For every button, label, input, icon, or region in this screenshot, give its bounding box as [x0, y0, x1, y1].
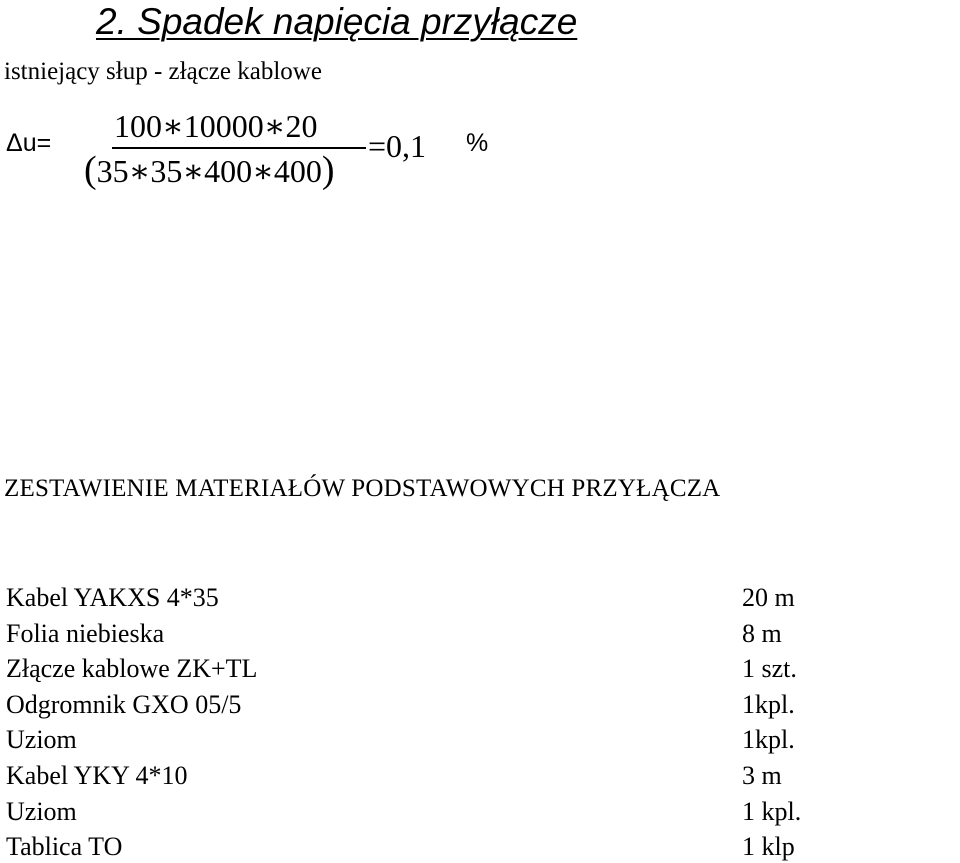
list-item [6, 722, 956, 758]
materials-list [6, 580, 956, 863]
subtitle: istniejący słup - złącze kablowe [4, 58, 322, 85]
list-item [6, 616, 956, 652]
formula-unit: % [466, 129, 489, 157]
material-quantity: 1 klp [742, 832, 795, 862]
list-item [6, 758, 956, 794]
formula-label: Δu= [6, 129, 52, 157]
material-quantity: 8 m [742, 618, 782, 648]
formula-paren-close: ) [321, 149, 335, 191]
list-item [6, 651, 956, 687]
list-item [6, 829, 956, 863]
material-name: Tablica TO [6, 832, 123, 862]
page-heading: 2. Spadek napięcia przyłącze [96, 1, 578, 42]
section-title: ZESTAWIENIE MATERIAŁÓW PODSTAWOWYCH PRZYŁĄCZA [4, 475, 721, 502]
material-name: Odgromnik GXO 05/5 [6, 689, 242, 719]
material-quantity: 1kpl. [742, 689, 795, 719]
material-quantity: 1kpl. [742, 725, 795, 755]
material-name: Złącze kablowe ZK+TL [6, 654, 258, 684]
formula-denominator: 35∗35∗400∗400 [96, 153, 322, 189]
material-quantity: 1 kpl. [742, 796, 802, 826]
list-item [6, 580, 956, 616]
formula-numerator: 100∗10000∗20 [114, 108, 318, 144]
material-name: Folia niebieska [6, 618, 165, 648]
material-name: Uziom [6, 725, 77, 755]
material-quantity: 3 m [742, 760, 782, 790]
material-name: Kabel YAKXS 4*35 [6, 583, 219, 612]
material-name: Uziom [6, 796, 77, 826]
material-quantity: 1 szt. [742, 654, 797, 684]
material-name: Kabel YKY 4*10 [6, 760, 188, 790]
formula-paren-open: ( [84, 149, 97, 191]
formula-denominator-group [84, 149, 335, 191]
list-item [6, 794, 956, 830]
formula-result: =0,1 [368, 128, 427, 164]
material-quantity: 20 m [742, 583, 795, 612]
list-item [6, 687, 956, 723]
